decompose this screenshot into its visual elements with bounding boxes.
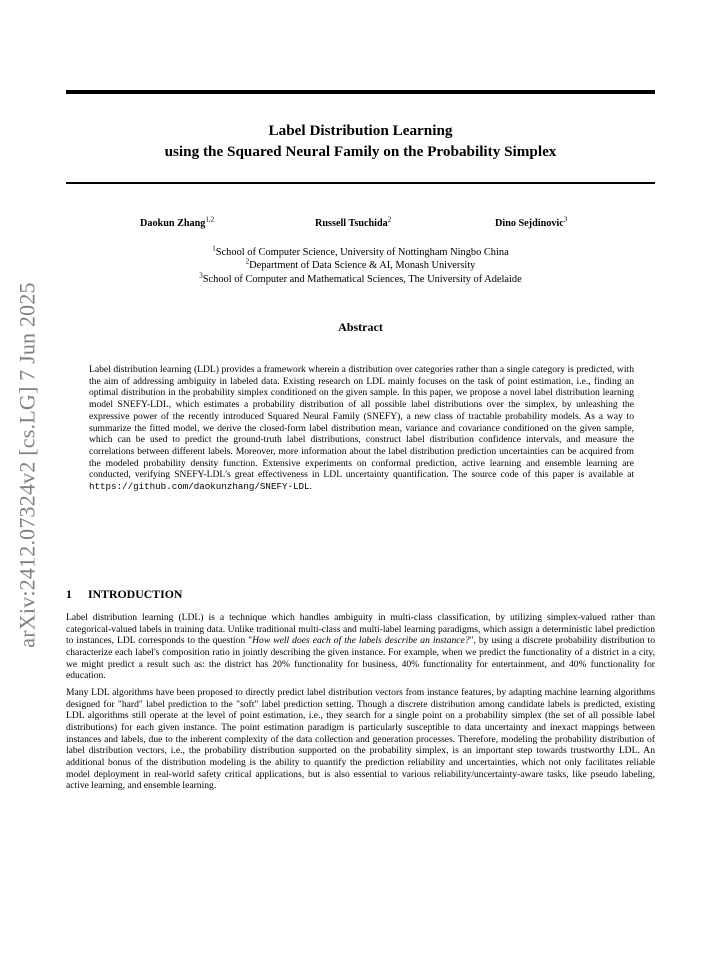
intro-p1-part-a: Label distribution learning (LDL) is a technique which handles ambiguity in multi-class classification, by utilizing simplex-valued rather than categorical-valued labels in training data. Unlike traditional multi-class and multi-label learning paradigms, which assign a deterministic label prediction to instances, LDL corresponds to the question " bbox=[66, 612, 655, 647]
author-1-name: Daokun Zhang bbox=[140, 218, 206, 229]
abstract-text: Label distribution learning (LDL) provides a framework wherein a distribution over categories rather than a single category is predicted, with the aim of addressing ambiguity in labeled data. Existing research on LDL mainly focuses on the task of point estimation, i.e., finding an optimal distribution in the probability simplex conditioned on the given sample. In this paper, we propose a novel label distribution learning model SNEFY-LDL, which estimates a probability distribution of all possible label distributions over the simplex, by unleashing the expressive power of the recently introduced Squared Neural Family (SNEFY), a new class of tractable probability models. As a way to summarize the fitted model, we derive the closed-form label distribution mean, variance and covariance conditioned on the given sample, which can be used to predict the ground-truth label distributions, construct label distribution confidence intervals, and measure the correlations between different labels. Moreover, more information about the label distribution prediction uncertainties can be acquired from the modeled probability density function. Extensive experiments on conformal prediction, active learning and ensemble learning are conducted, verifying SNEFY-LDL's great effectiveness in LDL uncertainty quantification. The source code of this paper is available at bbox=[89, 364, 634, 481]
author-1-affil: 1,2 bbox=[205, 215, 215, 224]
affiliation-1-text: School of Computer Science, University of Nottingham Ningbo China bbox=[215, 247, 509, 258]
author-2-affil: 2 bbox=[387, 215, 392, 224]
intro-paragraph-2: Many LDL algorithms have been proposed to directly predict label distribution vectors from instance features, by adapting machine learning algorithms designed for "hard" label prediction to the "soft" label prediction setting. Though a discrete distribution among candidate labels is predicted, existing LDL algorithms still operate at the level of point estimation, i.e., they search for a single point on a probability simplex (the set of all possible label distributions) for each given instance. The point estimation paradigm is particularly susceptible to data uncertainty and inexact mappings between instances and labels, due to the inherent complexity of the data collection and generation processes. Therefore, modeling the probability distribution of label distribution vectors, i.e., the probability distribution supported on the probability simplex, is an important step towards trustworthy LDL. An additional bonus of the distribution modeling is the ability to quantify the prediction reliability and uncertainties, which not only facilitates reliable model deployment in real-world safety critical applications, but is also essential to various reliability/uncertainty-aware tasks, like pseudo labeling, active learning, and ensemble learning. bbox=[66, 686, 655, 792]
author-3 bbox=[495, 215, 568, 229]
introduction-body bbox=[66, 612, 655, 797]
affiliation-2 bbox=[66, 259, 655, 272]
source-code-link[interactable]: https://github.com/daokunzhang/SNEFY-LDL bbox=[89, 481, 310, 493]
abstract-end: . bbox=[309, 481, 312, 493]
intro-p1-italic-question: How well does each of the labels describe an instance? bbox=[252, 635, 470, 647]
title-top-rule bbox=[66, 90, 655, 94]
author-1 bbox=[140, 215, 215, 229]
affiliation-3 bbox=[66, 273, 655, 286]
paper-title-line-2: using the Squared Neural Family on the Probability Simplex bbox=[164, 143, 557, 160]
affiliation-2-text: Department of Data Science & AI, Monash University bbox=[249, 260, 476, 272]
intro-p1-part-b: ", by using a discrete probability distribution to characterize each label's composition ratio in jointly describing the given instance. For example, when we predict the functionality of a district in a city, we might predict a result such as: the district has 20% functionality for business, 40% functionality for entertainment, and 40% functionality for education. bbox=[66, 635, 655, 682]
section-number: 1 bbox=[66, 587, 72, 601]
arxiv-identifier-stamp bbox=[4, 275, 52, 655]
affiliation-3-text: School of Computer and Mathematical Sciences, The University of Adelaide bbox=[202, 273, 522, 285]
affiliation-3-mark: 3 bbox=[199, 271, 203, 280]
intro-paragraph-1 bbox=[66, 612, 655, 682]
affiliation-1 bbox=[66, 246, 655, 259]
section-heading bbox=[66, 587, 655, 602]
author-3-affil: 3 bbox=[563, 215, 568, 224]
author-3-name: Dino Sejdinovic bbox=[495, 218, 564, 229]
title-bottom-rule bbox=[66, 182, 655, 184]
affiliation-2-mark: 2 bbox=[245, 257, 250, 266]
abstract-body bbox=[89, 364, 634, 493]
abstract-heading: Abstract bbox=[338, 320, 383, 334]
author-2-name: Russell Tsuchida bbox=[315, 218, 388, 229]
affiliation-list bbox=[66, 246, 655, 286]
paper-title-line-1: Label Distribution Learning bbox=[268, 122, 453, 139]
section-title: INTRODUCTION bbox=[88, 587, 183, 601]
arxiv-identifier-text: arXiv:2412.07324v2 [cs.LG] 7 Jun 2025 bbox=[15, 282, 41, 648]
affiliation-1-mark: 1 bbox=[212, 244, 216, 253]
paper-title bbox=[66, 120, 655, 162]
author-2 bbox=[315, 215, 392, 229]
